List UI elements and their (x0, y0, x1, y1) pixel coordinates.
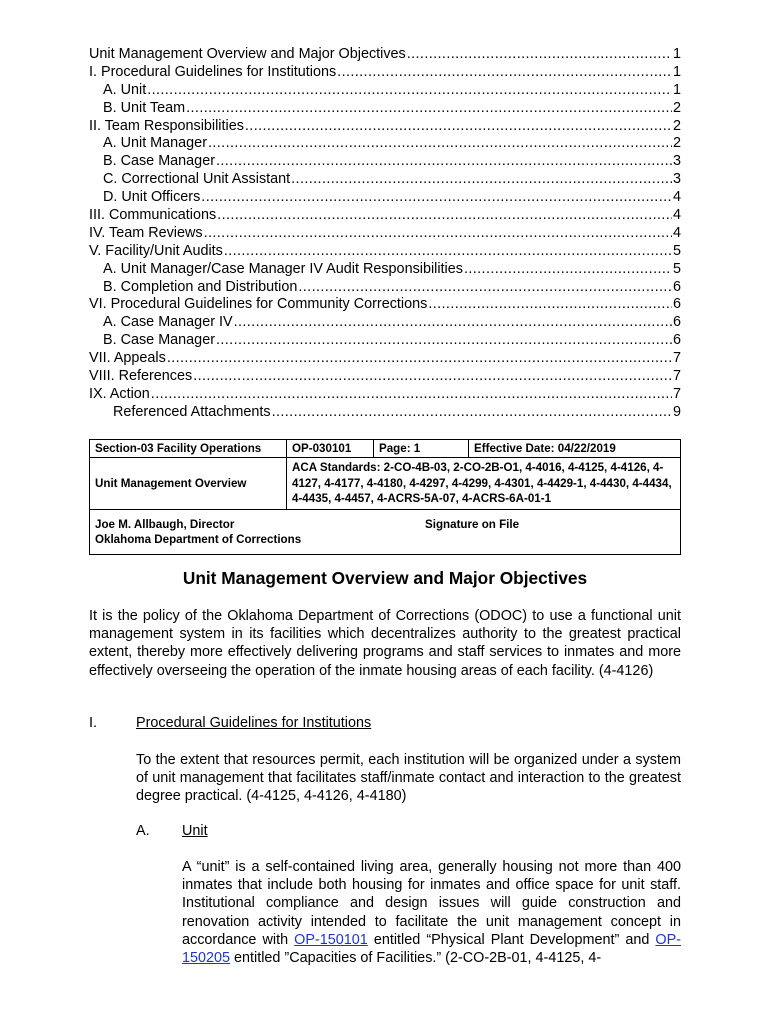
toc-leader-dots (216, 153, 672, 171)
toc-entry-label: A. Unit Manager/Case Manager IV Audit Responsibilities (103, 260, 463, 277)
unit-text-2: entitled “Physical Plant Development” and (367, 931, 656, 948)
toc-entry[interactable] (89, 404, 681, 422)
toc-entry-label: B. Case Manager (103, 153, 215, 170)
toc-entry-label: II. Team Responsibilities (89, 117, 244, 134)
toc-entry[interactable] (89, 296, 681, 314)
toc-leader-dots (151, 386, 672, 404)
toc-entry-label: A. Unit (103, 81, 147, 98)
policy-paragraph: It is the policy of the Oklahoma Department of Corrections (ODOC) to use a functional unit management system in its facilities which decentralizes authority to the greatest practical extent, thereby more effectively delivering programs and staff services to inmates and more effectively overseeing the operation of the inmate housing areas of each facility. (4-4126) (89, 608, 681, 679)
toc-entry[interactable] (89, 225, 681, 243)
toc-entry[interactable] (89, 46, 681, 64)
effective-date-cell: Effective Date: 04/22/2019 (469, 440, 681, 458)
toc-entry-page: 6 (672, 278, 681, 295)
toc-entry[interactable] (89, 261, 681, 279)
toc-leader-dots (428, 296, 672, 314)
toc-entry-label: B. Completion and Distribution (103, 278, 298, 295)
section-cell: Section-03 Facility Operations (90, 440, 287, 458)
toc-entry[interactable] (89, 207, 681, 225)
toc-entry-label: Unit Management Overview and Major Objectives (89, 46, 406, 62)
toc-leader-dots (407, 46, 672, 64)
toc-leader-dots (298, 279, 672, 297)
toc-entry[interactable] (89, 332, 681, 350)
policy-header-table (89, 439, 681, 555)
toc-leader-dots (147, 82, 672, 100)
toc-entry-page: 2 (672, 99, 681, 116)
subsection-title: Unit (182, 823, 208, 839)
toc-leader-dots (167, 350, 672, 368)
toc-entry-label: III. Communications (89, 207, 217, 224)
toc-entry-page: 5 (672, 242, 681, 259)
subject-cell: Unit Management Overview (90, 458, 287, 510)
toc-entry-label: IX. Action (89, 385, 150, 402)
toc-leader-dots (272, 404, 672, 422)
toc-entry-page: 4 (672, 224, 681, 241)
toc-entry-label: IV. Team Reviews (89, 224, 203, 241)
toc-entry-page: 2 (672, 117, 681, 134)
toc-leader-dots (204, 225, 672, 243)
toc-leader-dots (208, 135, 672, 153)
toc-entry[interactable] (89, 189, 681, 207)
toc-entry-page: 1 (672, 46, 681, 62)
toc-leader-dots (337, 64, 672, 82)
toc-leader-dots (291, 171, 672, 189)
toc-leader-dots (201, 189, 672, 207)
table-of-contents (89, 46, 681, 422)
toc-leader-dots (245, 118, 672, 136)
toc-entry-page: 3 (672, 171, 681, 188)
toc-leader-dots (193, 368, 672, 386)
toc-entry-page: 9 (672, 403, 681, 420)
toc-entry-page: 2 (672, 135, 681, 152)
toc-entry[interactable] (89, 368, 681, 386)
toc-entry[interactable] (89, 314, 681, 332)
toc-entry-page: 5 (672, 260, 681, 277)
toc-entry-page: 6 (672, 332, 681, 349)
toc-leader-dots (224, 243, 672, 261)
unit-text-3: entitled ”Capacities of Facilities.” (2-CO-2B-01, 4-4125, 4- (230, 950, 602, 967)
op-150205-link[interactable]: OP-150205 (182, 931, 681, 967)
toc-entry[interactable] (89, 100, 681, 118)
toc-entry-label: VII. Appeals (89, 350, 166, 367)
subsection-heading (136, 822, 208, 840)
toc-leader-dots (186, 100, 672, 118)
toc-entry-page: 4 (672, 207, 681, 224)
section-title: Procedural Guidelines for Institutions (136, 715, 372, 731)
toc-leader-dots (217, 207, 672, 225)
toc-entry-page: 1 (672, 63, 681, 80)
toc-entry-page: 7 (672, 350, 681, 367)
toc-entry[interactable] (89, 82, 681, 100)
director-name: Joe M. Allbaugh, Director (95, 517, 235, 531)
toc-leader-dots (234, 314, 672, 332)
unit-paragraph (182, 858, 681, 967)
toc-entry[interactable] (89, 64, 681, 82)
signature-block (90, 509, 681, 554)
toc-entry-label: A. Unit Manager (103, 135, 207, 152)
toc-entry-page: 7 (672, 385, 681, 402)
toc-entry-page: 6 (672, 314, 681, 331)
toc-entry-label: B. Unit Team (103, 99, 186, 116)
subsection-number: A. (136, 823, 150, 839)
aca-standards-cell: ACA Standards: 2-CO-4B-03, 2-CO-2B-O1, 4-4016, 4-4125, 4-4126, 4-4127, 4-4177, 4-4180, 4-4297, 4-4299, 4-4301, 4-4429-1, 4-4430, 4-4434, 4-4435, 4-4457, 4-ACRS-5A-07, 4-ACRS-6A-01-1 (287, 458, 681, 510)
toc-entry-page: 6 (672, 296, 681, 313)
department-name: Oklahoma Department of Corrections (95, 532, 302, 546)
toc-entry[interactable] (89, 118, 681, 136)
unit-text-1: A “unit” is a self-contained living area, generally housing not more than 400 inmates that include both housing for inmates and office space for unit staff. Institutional compliance and design issues will guide construction and renovation activity intended to facilitate the unit management concept in accordance with (182, 859, 681, 948)
toc-entry-label: A. Case Manager IV (103, 314, 233, 331)
signature-status: Signature on File (425, 517, 520, 531)
toc-entry-page: 7 (672, 368, 681, 385)
toc-entry-page: 1 (672, 81, 681, 98)
toc-entry-label: B. Case Manager (103, 332, 215, 349)
toc-leader-dots (464, 261, 672, 279)
toc-entry[interactable] (89, 279, 681, 297)
toc-leader-dots (216, 332, 672, 350)
op-number-cell: OP-030101 (287, 440, 374, 458)
toc-entry[interactable] (89, 243, 681, 261)
page-cell: Page: 1 (374, 440, 469, 458)
toc-entry[interactable] (89, 350, 681, 368)
toc-entry-label: VI. Procedural Guidelines for Community Corrections (89, 296, 428, 313)
toc-entry-page: 3 (672, 153, 681, 170)
toc-entry-label: D. Unit Officers (103, 189, 201, 206)
op-150101-link[interactable]: OP-150101 (294, 931, 368, 948)
section-heading (89, 714, 371, 732)
section-paragraph: To the extent that resources permit, each institution will be organized under a system of unit management that facilitates staff/inmate contact and interaction to the greatest degree practical. (4-4125, 4-4126, 4-4180) (136, 752, 681, 805)
toc-entry-label: VIII. References (89, 368, 193, 385)
section-number: I. (89, 715, 97, 731)
toc-entry[interactable] (89, 135, 681, 153)
toc-entry-label: I. Procedural Guidelines for Institutions (89, 63, 337, 80)
toc-entry-label: V. Facility/Unit Audits (89, 242, 223, 259)
toc-entry-label: C. Correctional Unit Assistant (103, 171, 291, 188)
toc-entry[interactable] (89, 171, 681, 189)
toc-entry[interactable] (89, 386, 681, 404)
toc-entry[interactable] (89, 153, 681, 171)
page-title: Unit Management Overview and Major Objectives (182, 568, 588, 588)
toc-entry-label: Referenced Attachments (113, 403, 271, 420)
toc-entry-page: 4 (672, 189, 681, 206)
